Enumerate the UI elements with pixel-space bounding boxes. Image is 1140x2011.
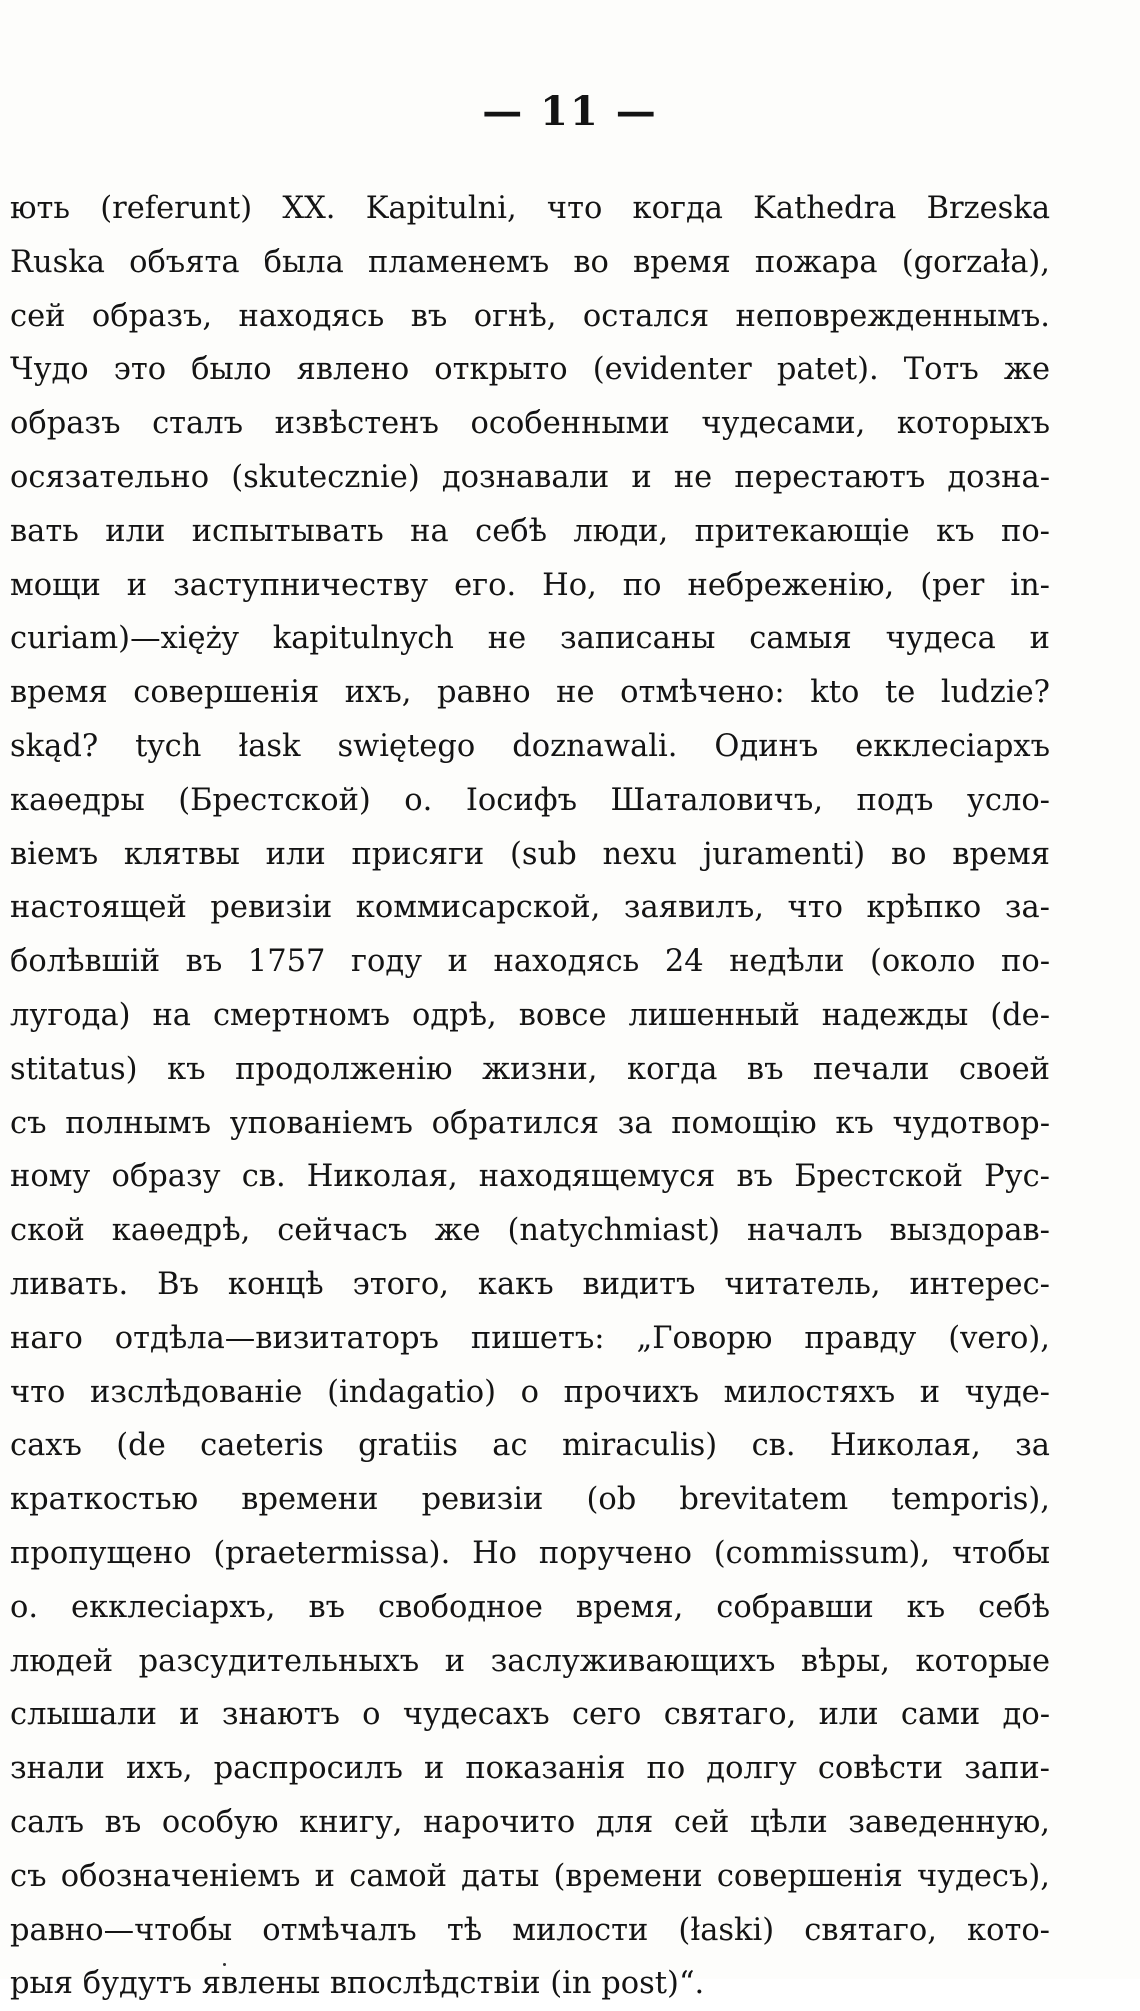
text-line: stitatus) къ продолженію жизни, когда въ печали своей (10, 1051, 1050, 1087)
text-line: каѳедры (Брестской) о. Іосифъ Шаталовичъ, подъ усло- (10, 782, 1050, 818)
text-line: рыя будутъ явлены впослѣдствіи (in post)“. (10, 1966, 705, 2002)
text-line: салъ въ особую книгу, нарочито для сей цѣли заведенную, (10, 1804, 1050, 1840)
text-line: сахъ (de caeteris gratiis ac miraculis) св. Николая, за (10, 1428, 1050, 1464)
body-text (10, 182, 1050, 2011)
ink-speck (223, 1963, 226, 1966)
text-line: настоящей ревизіи коммисарской, заявилъ, что крѣпко за- (10, 890, 1050, 926)
text-line: знали ихъ, распросилъ и показанія по долгу совѣсти запи- (10, 1751, 1050, 1787)
text-line: болѣвшій въ 1757 году и находясь 24 недѣли (около по- (10, 944, 1050, 980)
text-line: равно—чтобы отмѣчалъ тѣ милости (łaski) святаго, кото- (10, 1912, 1050, 1948)
text-line: лугода) на смертномъ одрѣ, вовсе лишенный надежды (de- (10, 997, 1050, 1033)
text-line: мощи и заступничеству его. Но, по небреженію, (per in- (10, 567, 1050, 603)
page-number: — 11 — (482, 88, 658, 135)
text-line: наго отдѣла—визитаторъ пишетъ: „Говорю правду (vero), (10, 1320, 1050, 1356)
text-line: краткостью времени ревизіи (ob brevitatem temporis), (10, 1482, 1050, 1518)
text-line: сей образъ, находясь въ огнѣ, остался неповрежденнымъ. (10, 298, 1050, 334)
text-line: віемъ клятвы или присяги (sub nexu juramenti) во время (10, 836, 1050, 872)
text-line: осязательно (skutecznie) дознавали и не перестаютъ дозна- (10, 459, 1050, 495)
text-line: что изслѣдованіе (indagatio) о прочихъ милостяхъ и чуде- (10, 1374, 1050, 1410)
text-line: вать или испытывать на себѣ люди, притекающіе къ по- (10, 513, 1050, 549)
text-line: skąd? tych łask swiętego doznawali. Одинъ екклесіархъ (10, 728, 1050, 764)
text-line: время совершенія ихъ, равно не отмѣчено: kto te ludzie? (10, 675, 1050, 711)
text-line: людей разсудительныхъ и заслуживающихъ вѣры, которые (10, 1643, 1050, 1679)
text-line: Ruska объята была пламенемъ во время пожара (gorzała), (10, 244, 1050, 280)
text-line: ской каѳедрѣ, сейчасъ же (natychmiast) началъ выздорав- (10, 1213, 1050, 1249)
text-line: съ обозначеніемъ и самой даты (времени совершенія чудесъ), (10, 1858, 1050, 1894)
text-line: образъ сталъ извѣстенъ особенными чудесами, которыхъ (10, 406, 1050, 442)
text-line: о. екклесіархъ, въ свободное время, собравши къ себѣ (10, 1589, 1050, 1625)
text-line: Чудо это было явлено открыто (evidenter patet). Тотъ же (10, 352, 1050, 388)
text-line: ливать. Въ концѣ этого, какъ видитъ читатель, интерес- (10, 1266, 1050, 1302)
text-line: ному образу св. Николая, находящемуся въ Брестской Рус- (10, 1159, 1050, 1195)
text-line: слышали и знаютъ о чудесахъ сего святаго, или сами до- (10, 1697, 1050, 1733)
text-line: пропущено (praetermissa). Но поручено (commissum), чтобы (10, 1535, 1050, 1571)
text-line: ють (referunt) XX. Kapitulni, что когда Kathedra Brzeska (10, 191, 1050, 226)
text-line: curiam)—xięży kapitulnych не записаны самыя чудеса и (10, 621, 1050, 657)
text-line: съ полнымъ упованіемъ обратился за помощію къ чудотвор- (10, 1105, 1050, 1141)
